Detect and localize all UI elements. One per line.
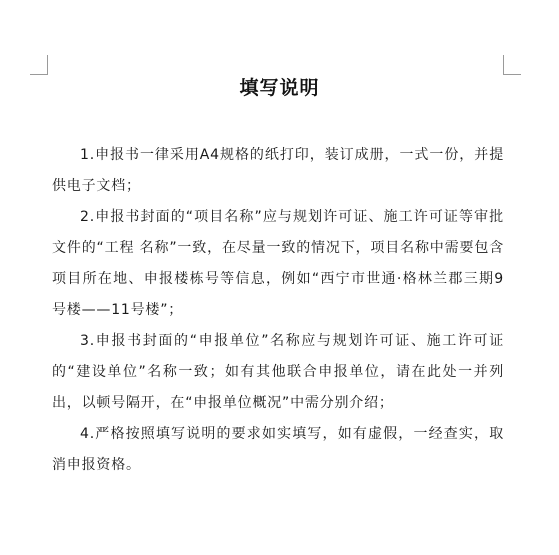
instruction-paragraph-3: 3.申报书封面的“申报单位”名称应与规划许可证、施工许可证的“建设单位”名称一致；如有其他联合申报单位，请在此处一并列出，以顿号隔开，在“申报单位概况”中需分别介绍； — [52, 333, 504, 411]
instruction-paragraph-1: 1.申报书一律采用A4规格的纸打印，装订成册，一式一份，并提供电子文档； — [52, 147, 504, 194]
document-title: 填写说明 — [239, 77, 320, 99]
margin-corner-mark-top-left — [47, 55, 48, 75]
document-body — [52, 140, 504, 481]
margin-corner-mark-top-right — [503, 55, 504, 75]
instruction-paragraph-2: 2.申报书封面的“项目名称”应与规划许可证、施工许可证等审批文件的“工程 名称”一致，在尽量一致的情况下，项目名称中需要包含项目所在地、申报楼栋号等信息，例如“西宁市世通·格林兰郡三期9号楼——11号楼”； — [52, 209, 504, 318]
instruction-paragraph-4: 4.严格按照填写说明的要求如实填写，如有虚假，一经查实，取消申报资格。 — [52, 426, 504, 473]
